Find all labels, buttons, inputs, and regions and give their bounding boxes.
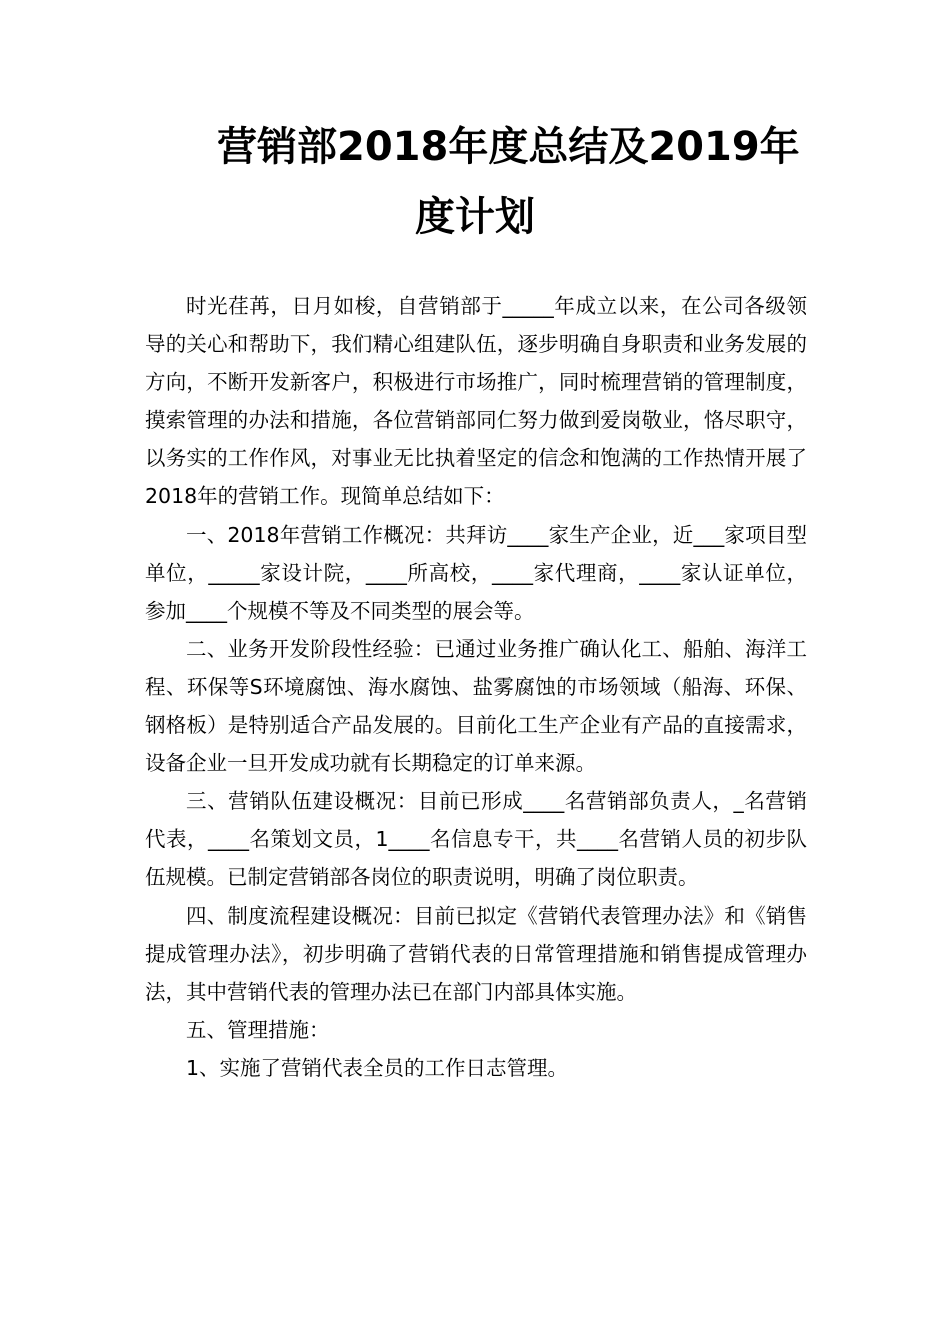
document-title (145, 112, 805, 252)
section-5-item-1: 1、实施了营销代表全员的工作日志管理。 (186, 1055, 569, 1080)
section-3-team-paragraph: 三、营销队伍建设概况：目前已形成____名营销部负责人，_名营销代表，____名策划文员，1____名信息专干，共____名营销人员的初步队伍规模。已制定营销部各岗位的职责说明，明确了岗位职责。 (145, 789, 807, 890)
document-body (145, 287, 807, 1087)
title-line-1: 营销部2018年度总结及2019年 (217, 124, 800, 170)
section-1-overview-paragraph: 一、2018年营销工作概况：共拜访____家生产企业，近___家项目型单位，_____家设计院，____所高校，____家代理商，____家认证单位，参加____个规模不等及不同类型的展会等。 (145, 522, 807, 623)
section-5-heading: 五、管理措施： (186, 1017, 330, 1042)
title-line-2: 度计划 (415, 194, 535, 240)
section-2-experience-paragraph: 二、业务开发阶段性经验：已通过业务推广确认化工、船舶、海洋工程、环保等S环境腐蚀、海水腐蚀、盐雾腐蚀的市场领域（船海、环保、钢格板）是特别适合产品发展的。目前化工生产企业有产品的直接需求，设备企业一旦开发成功就有长期稳定的订单来源。 (145, 636, 807, 776)
section-4-process-paragraph: 四、制度流程建设概况：目前已拟定《营销代表管理办法》和《销售提成管理办法》，初步明确了营销代表的日常管理措施和销售提成管理办法，其中营销代表的管理办法已在部门内部具体实施。 (145, 903, 807, 1004)
intro-paragraph: 时光荏苒，日月如梭，自营销部于_____年成立以来，在公司各级领导的关心和帮助下，我们精心组建队伍，逐步明确自身职责和业务发展的方向，不断开发新客户，积极进行市场推广，同时梳理营销的管理制度，摸索管理的办法和措施，各位营销部同仁努力做到爱岗敬业，恪尽职守，以务实的工作作风，对事业无比执着坚定的信念和饱满的工作热情开展了 2018年的营销工作。现简单总结如下： (145, 294, 807, 509)
